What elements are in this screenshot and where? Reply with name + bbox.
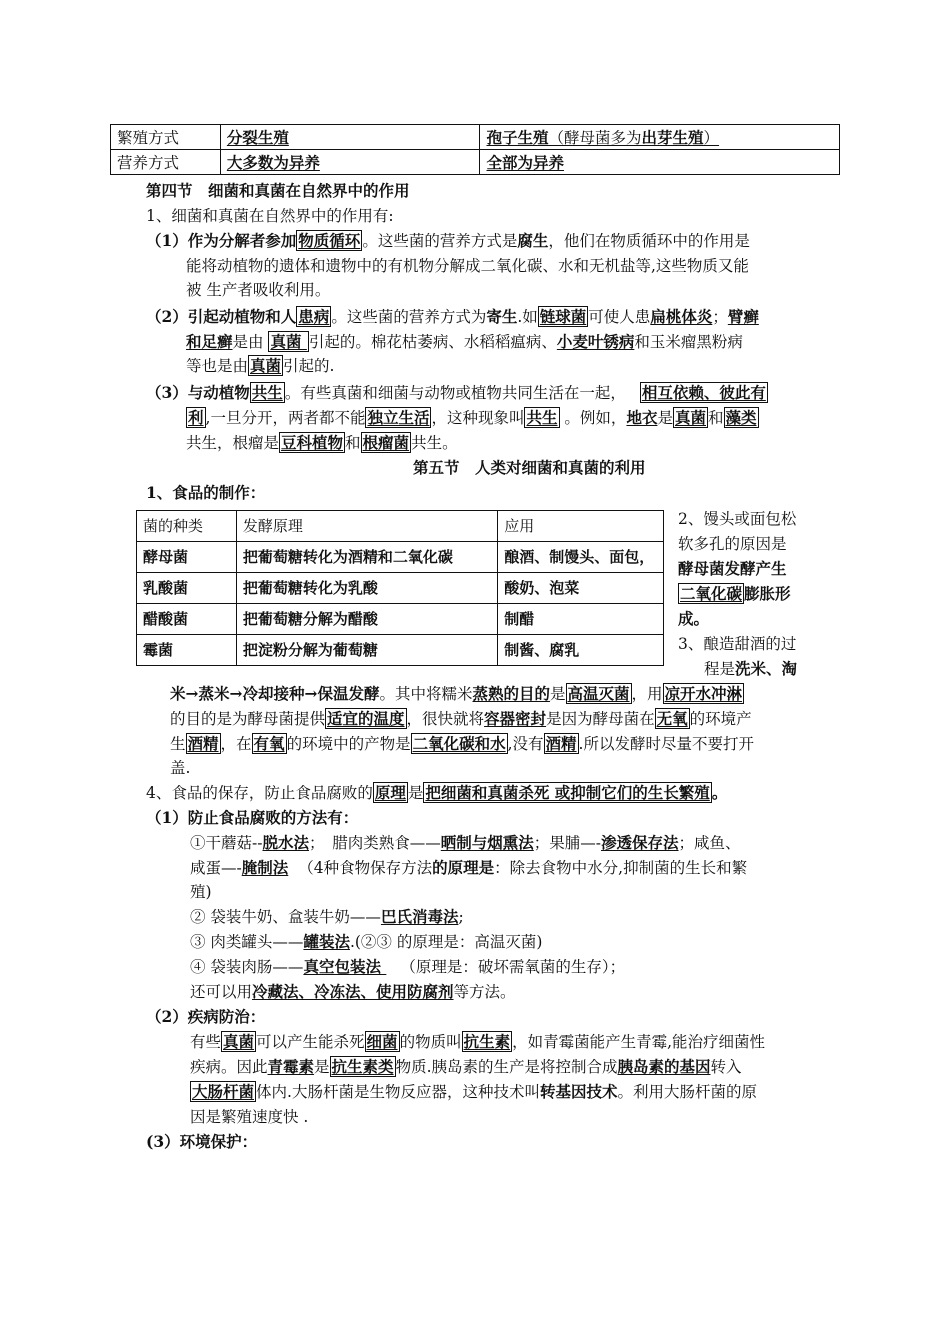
table-cell: 制醋 xyxy=(498,604,664,635)
paragraph-line xyxy=(190,832,741,854)
table-cell: 醋酸菌 xyxy=(137,604,237,635)
text: 。这些菌的营养方式是 xyxy=(362,232,518,250)
keyword: 冷藏法、冷冻法、使用防腐剂 xyxy=(252,982,454,1001)
cell-text: 孢子生殖 xyxy=(486,128,549,147)
question-1-food: 1、食品的制作： xyxy=(146,483,266,502)
keyword: 腌制法 xyxy=(241,858,289,877)
text: 是由 xyxy=(232,333,269,351)
keyword: 独立生活 xyxy=(367,408,430,427)
text: （3）与动植物 xyxy=(146,383,250,402)
table-cell: 制酱、腐乳 xyxy=(498,635,664,666)
text: 共生，根瘤是 xyxy=(186,434,280,452)
keyword: 共生 xyxy=(251,383,283,402)
text: 。利用大肠杆菌的原 xyxy=(617,1083,757,1101)
paragraph-line: 因是繁殖速度快 . xyxy=(190,1108,309,1126)
keyword: 把细菌和真菌杀死 或抑制它们的生长繁殖 xyxy=(425,783,710,802)
paragraph-line xyxy=(146,230,750,252)
reproduction-nutrition-table xyxy=(110,124,840,175)
paragraph-line xyxy=(190,931,542,953)
paragraph-line xyxy=(170,683,744,705)
text: ,一旦分开，两者都不能 xyxy=(205,409,366,427)
text: ①干蘑菇-- xyxy=(190,834,263,852)
paragraph-line xyxy=(170,708,752,730)
text: （1）作为分解者参加 xyxy=(146,231,297,250)
text: 的目的是为酵母菌提供 xyxy=(170,710,326,728)
keyword: 渗透保存法 xyxy=(601,833,679,852)
paragraph-line xyxy=(190,1081,757,1103)
text: ,没有 xyxy=(507,735,544,753)
paragraph-line xyxy=(146,306,759,328)
cell-text: ） xyxy=(703,129,720,147)
keyword: 酒精 xyxy=(187,734,219,753)
text: 是 xyxy=(550,685,566,703)
table-cell: 把淀粉分解为葡萄糖 xyxy=(236,635,497,666)
keyword: 腐生 xyxy=(517,231,549,250)
table-row xyxy=(137,604,664,635)
keyword: 真菌 xyxy=(270,332,307,351)
text: 。这些菌的营养方式为 xyxy=(331,308,487,326)
text: ③ 肉类罐头—— xyxy=(190,933,304,951)
keyword: 链球菌 xyxy=(539,307,587,326)
cell-text: （酵母菌多为 xyxy=(548,129,642,147)
text: 和 xyxy=(707,409,724,427)
column-header: 菌的种类 xyxy=(137,511,237,542)
text: ；果脯—- xyxy=(533,834,602,852)
text: .(②③ 的原理是：高温灭菌) xyxy=(349,933,543,951)
table-cell xyxy=(480,125,840,150)
keyword: 臂癣 xyxy=(727,307,759,326)
keyword: 小麦叶锈病 xyxy=(556,332,635,351)
keyword: 根瘤菌 xyxy=(362,433,410,452)
text: 因为酵母菌在 xyxy=(561,710,655,728)
keyword: 物质循环 xyxy=(298,231,361,250)
text: ，在 xyxy=(220,735,252,753)
keyword: 适宜的温度 xyxy=(327,709,405,728)
text: 等也是由 xyxy=(186,357,249,375)
keyword: 藻类 xyxy=(725,408,757,427)
column-header: 应用 xyxy=(498,511,664,542)
keyword: 地衣 xyxy=(626,408,658,427)
keyword: 巴氏消毒法 xyxy=(380,907,459,926)
keyword: 和足癣 xyxy=(186,332,233,351)
side-note-line: 2、馒头或面包松 xyxy=(678,510,797,528)
text: ； xyxy=(712,308,728,326)
keyword: 真菌 xyxy=(250,356,282,375)
table-cell xyxy=(480,150,840,175)
text: 程是 xyxy=(704,660,736,678)
text: 可以产生能杀死 xyxy=(256,1033,365,1051)
text: ，他们在物质循环中的作用是 xyxy=(548,232,750,250)
text: （2）引起动植物和人 xyxy=(146,307,297,326)
table-row xyxy=(137,635,664,666)
text: 是 xyxy=(314,1058,330,1076)
paragraph-line xyxy=(186,432,458,454)
paragraph-line xyxy=(170,733,754,755)
table-row xyxy=(137,542,664,573)
text: 疾病。因此 xyxy=(190,1058,268,1076)
paragraph-line xyxy=(146,382,768,404)
keyword: 容器密封 xyxy=(484,709,547,728)
cell-text: 大多数为异养 xyxy=(226,153,320,172)
side-note-line: 3、酿造甜酒的过 xyxy=(678,635,797,653)
text: 生 xyxy=(170,735,186,753)
keyword: 抗生素类 xyxy=(331,1057,394,1076)
side-note-line: 成。 xyxy=(678,609,710,628)
keyword: 胰岛素的基因 xyxy=(617,1057,711,1076)
keyword: 豆科植物 xyxy=(281,433,344,452)
table-cell: 繁殖方式 xyxy=(111,125,221,150)
table-cell xyxy=(220,125,480,150)
side-note-line xyxy=(678,583,791,605)
keyword: 酒精 xyxy=(545,734,577,753)
text: 米→蒸米→冷却接种→保温发酵 xyxy=(170,684,380,703)
text: 。例如， xyxy=(559,409,627,427)
paragraph-line: 能将动植物的遗体和遗物中的有机物分解成二氧化碳、水和无机盐等,这些物质又能 xyxy=(186,257,749,275)
text: 等方法。 xyxy=(453,983,516,1001)
text: ，用 xyxy=(631,685,663,703)
table-header-row xyxy=(137,511,664,542)
paragraph-line xyxy=(186,407,759,429)
paragraph-line xyxy=(146,782,727,804)
table-cell xyxy=(220,150,480,175)
keyword: 凉开水冲淋 xyxy=(664,684,743,703)
keyword: 蒸熟的目的 xyxy=(472,684,550,703)
keyword: 真菌 xyxy=(223,1032,255,1051)
text: 是 xyxy=(546,710,562,728)
text: ，这种现象叫 xyxy=(431,409,525,427)
text: ④ 袋装肉肠—— xyxy=(190,958,304,976)
text: 引起的。棉花枯萎病、水稻稻瘟病、 xyxy=(308,333,557,351)
fermentation-table xyxy=(136,510,664,666)
keyword: 共生 xyxy=(526,408,558,427)
text: 是 xyxy=(657,409,673,427)
table-row xyxy=(137,573,664,604)
subsection-title: （1）防止食品腐败的方法有： xyxy=(146,808,359,827)
paragraph-line xyxy=(190,1031,765,1053)
table-cell: 把葡萄糖转化为酒精和二氧化碳 xyxy=(236,542,497,573)
column-header: 发酵原理 xyxy=(236,511,497,542)
keyword: 高温灭菌 xyxy=(567,684,630,703)
text: 是 xyxy=(407,784,424,802)
question-1: 1、细菌和真菌在自然界中的作用有: xyxy=(146,207,394,225)
text: 。有些真菌和细菌与动物或植物共同生活在一起， xyxy=(284,384,626,402)
paragraph-line xyxy=(190,1056,742,1078)
text: ； 腊肉类熟食—— xyxy=(309,834,441,852)
text: （4种食物保存方法 xyxy=(298,859,433,877)
text: 体内.大肠杆菌是生物反应器，这种技术叫 xyxy=(256,1083,540,1101)
keyword: 寄生 xyxy=(486,307,518,326)
keyword: 大肠杆菌 xyxy=(192,1082,255,1101)
paragraph-line xyxy=(190,956,625,978)
keyword: 二氧化碳和水 xyxy=(412,734,506,753)
cell-text: 分裂生殖 xyxy=(226,128,289,147)
text: 。其中将糯米 xyxy=(379,685,473,703)
text: 膨胀形 xyxy=(744,584,791,603)
subsection-title: （2）疾病防治： xyxy=(146,1007,266,1026)
text: 和玉米瘤黑粉病 xyxy=(634,333,743,351)
keyword: 原理 xyxy=(374,783,406,802)
keyword: 脱水法 xyxy=(262,833,309,852)
paragraph-line xyxy=(186,331,743,353)
text: 的环境中的产物是 xyxy=(286,735,411,753)
side-note-line: 酵母菌发酵产生 xyxy=(678,559,787,578)
paragraph-line xyxy=(186,355,334,377)
table-cell: 酵母菌 xyxy=(137,542,237,573)
subsection-title: (3）环境保护： xyxy=(146,1132,258,1151)
text: 的原理是 xyxy=(432,858,495,877)
text: ，很快就将 xyxy=(406,710,485,728)
cell-text: 出芽生殖 xyxy=(641,128,704,147)
keyword: 罐装法 xyxy=(303,932,350,951)
table-cell: 把葡萄糖转化为乳酸 xyxy=(236,573,497,604)
text: 还可以用 xyxy=(190,983,253,1001)
keyword: 抗生素 xyxy=(463,1032,511,1051)
table-cell: 酸奶、泡菜 xyxy=(498,573,664,604)
text: 共生。 xyxy=(411,434,458,452)
paragraph-line: 被 生产者吸收利用。 xyxy=(186,281,331,299)
side-note-line: 软多孔的原因是 xyxy=(678,535,787,553)
table-row xyxy=(111,150,840,175)
text: 转入 xyxy=(710,1058,742,1076)
table-cell: 霉菌 xyxy=(137,635,237,666)
text: 洗米、淘 xyxy=(735,659,798,678)
text: 。 xyxy=(711,783,728,802)
side-note-line xyxy=(704,658,797,680)
keyword: 细菌 xyxy=(366,1032,398,1051)
text: ：除去食物中水分,抑制菌的生长和繁 xyxy=(494,859,748,877)
text: 咸蛋—- xyxy=(190,859,242,877)
paragraph-line: 盖. xyxy=(170,759,191,777)
text: 的环境产 xyxy=(689,710,752,728)
paragraph-line: 殖) xyxy=(190,883,212,901)
text: .如 xyxy=(517,308,538,326)
text: ; xyxy=(458,908,464,926)
text: 的物质叫 xyxy=(399,1033,462,1051)
paragraph-line xyxy=(190,906,464,928)
table-row xyxy=(111,125,840,150)
keyword: 无氧 xyxy=(656,709,688,728)
keyword: 真空包装法 xyxy=(303,957,387,976)
text: ；咸鱼、 xyxy=(678,834,741,852)
keyword: 患病 xyxy=(298,307,330,326)
text: （原理是：破坏需氧菌的生存）； xyxy=(400,958,626,976)
keyword: 相互依赖、彼此有 xyxy=(641,383,766,402)
keyword: 晒制与烟熏法 xyxy=(440,833,534,852)
table-cell: 酿酒、制馒头、面包， xyxy=(498,542,664,573)
keyword: 二氧化碳 xyxy=(680,584,743,603)
keyword: 青霉素 xyxy=(267,1057,315,1076)
keyword: 扁桃体炎 xyxy=(650,307,713,326)
table-cell: 把葡萄糖分解为醋酸 xyxy=(236,604,497,635)
cell-text: 全部为异养 xyxy=(486,153,564,172)
keyword: 有氧 xyxy=(253,734,285,753)
paragraph-line xyxy=(190,857,747,879)
text: 引起的. xyxy=(283,357,335,375)
section-5-title: 第五节 人类对细菌和真菌的利用 xyxy=(413,458,646,477)
table-cell: 营养方式 xyxy=(111,150,221,175)
text: ② 袋装牛奶、盒装牛奶—— xyxy=(190,908,381,926)
table-cell: 乳酸菌 xyxy=(137,573,237,604)
keyword: 利 xyxy=(188,408,204,427)
text: 物质.胰岛素的生产是将控制合成 xyxy=(395,1058,618,1076)
text: 4、食品的保存，防止食品腐败的 xyxy=(146,784,373,802)
keyword: 转基因技术 xyxy=(539,1082,618,1101)
text: ，如青霉菌能产生青霉,能治疗细菌性 xyxy=(512,1033,766,1051)
keyword: 真菌 xyxy=(674,408,706,427)
text: .所以发酵时尽量不要打开 xyxy=(578,735,754,753)
text: 和 xyxy=(345,434,361,452)
section-4-title: 第四节 细菌和真菌在自然界中的作用 xyxy=(146,181,410,200)
paragraph-line xyxy=(190,981,516,1003)
text: 可使人患 xyxy=(588,308,651,326)
text: 有些 xyxy=(190,1033,222,1051)
